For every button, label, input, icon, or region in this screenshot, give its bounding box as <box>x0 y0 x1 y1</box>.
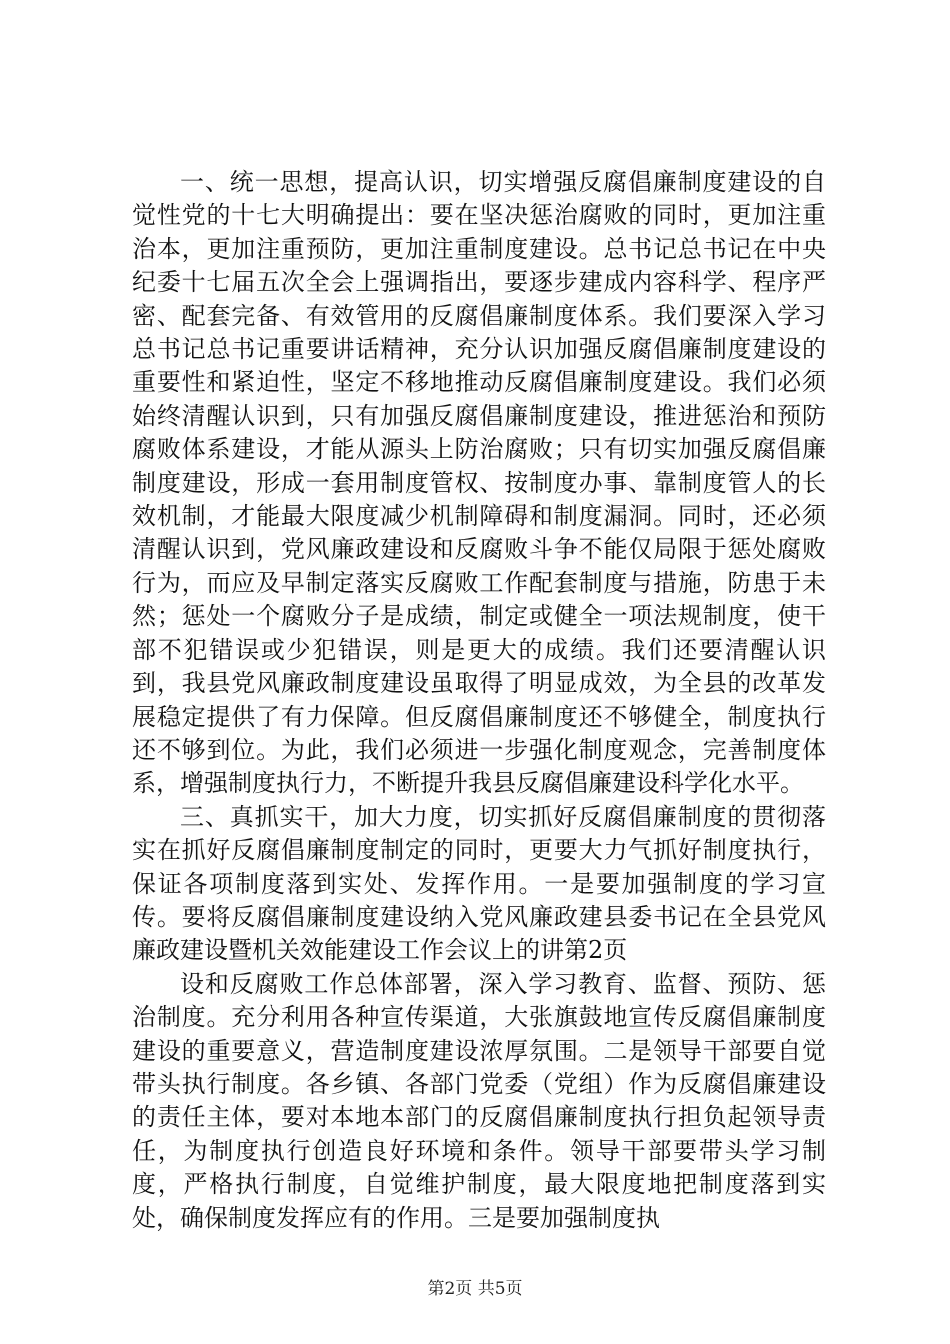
paragraph-3: 设和反腐败工作总体部署，深入学习教育、监督、预防、惩治制度。充分利用各种宣传渠道，大张旗鼓地宣传反腐倡廉制度建设的重要意义，营造制度建设浓厚氛围。二是领导干部要自觉带头执行制度。各乡镇、各部门党委（党组）作为反腐倡廉建设的责任主体，要对本地本部门的反腐倡廉制度执行担负起领导责任，为制度执行创造良好环境和条件。领导干部要带头学习制度，严格执行制度，自觉维护制度，最大限度地把制度落到实处，确保制度发挥应有的作用。三是要加强制度执 <box>132 969 826 1232</box>
page-footer: 第2页 共5页 <box>427 1279 523 1299</box>
paragraph-1: 一、统一思想，提高认识，切实增强反腐倡廉制度建设的自觉性党的十七大明确提出：要在坚决惩治腐败的同时，更加注重治本，更加注重预防，更加注重制度建设。总书记总书记在中央纪委十七届五次全会上强调指出，要逐步建成内容科学、程序严密、配套完备、有效管用的反腐倡廉制度体系。我们要深入学习总书记总书记重要讲话精神，充分认识加强反腐倡廉制度建设的重要性和紧迫性，坚定不移地推动反腐倡廉制度建设。我们必须始终清醒认识到，只有加强反腐倡廉制度建设，推进惩治和预防腐败体系建设，才能从源头上防治腐败；只有切实加强反腐倡廉制度建设，形成一套用制度管权、按制度办事、靠制度管人的长效机制，才能最大限度减少机制障碍和制度漏洞。同时，还必须清醒认识到，党风廉政建设和反腐败斗争不能仅局限于惩处腐败行为，而应及早制定落实反腐败工作配套制度与措施，防患于未然；惩处一个腐败分子是成绩，制定或健全一项法规制度，使干部不犯错误或少犯错误，则是更大的成绩。我们还要清醒认识到，我县党风廉政制度建设虽取得了明显成效，为全县的改革发展稳定提供了有力保障。但反腐倡廉制度还不够健全，制度执行还不够到位。为此，我们必须进一步强化制度观念，完善制度体系，增强制度执行力，不断提升我县反腐倡廉建设科学化水平。 <box>132 168 826 798</box>
paragraph-2: 三、真抓实干，加大力度，切实抓好反腐倡廉制度的贯彻落实在抓好反腐倡廉制度制定的同时，更要大力气抓好制度执行，保证各项制度落到实处、发挥作用。一是要加强制度的学习宣传。要将反腐倡廉制度建设纳入党风廉政建县委书记在全县党风廉政建设暨机关效能建设工作会议上的讲第2页 <box>132 802 826 965</box>
document-body <box>132 166 826 1235</box>
